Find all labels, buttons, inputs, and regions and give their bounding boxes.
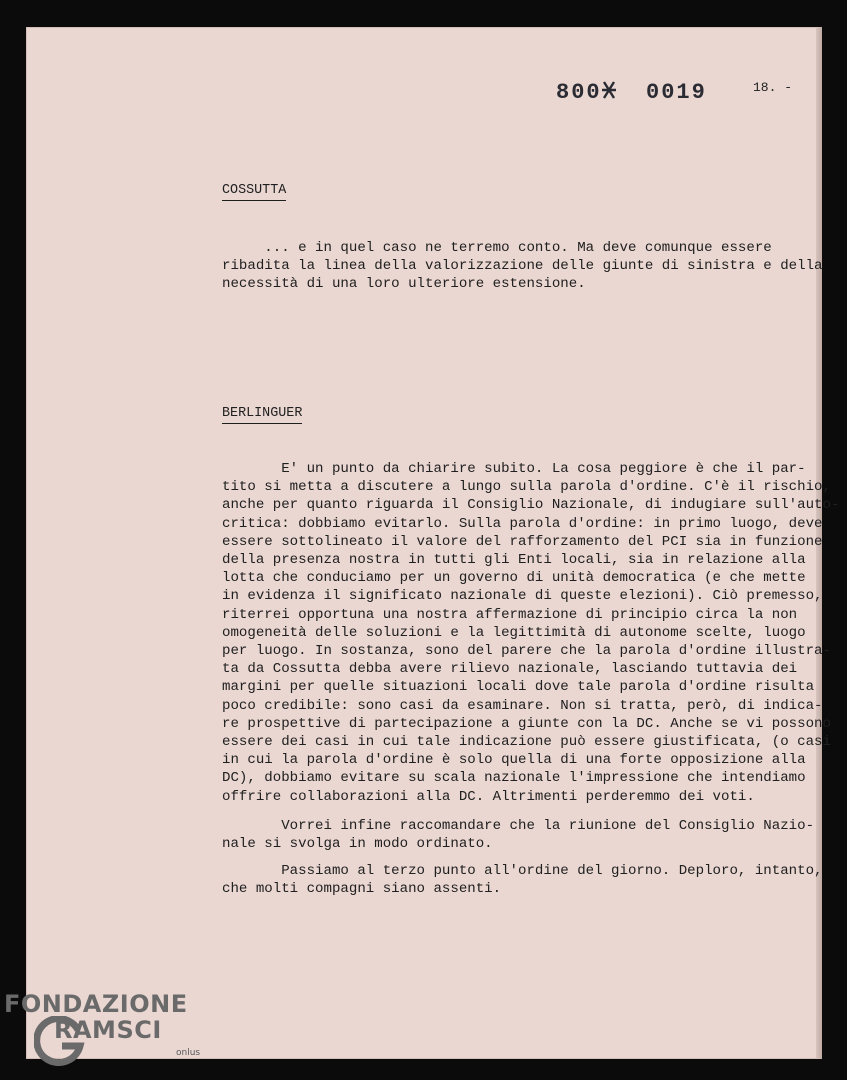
archive-code-part1: 800	[556, 80, 602, 105]
archive-code	[556, 78, 707, 105]
paragraph: ... e in quel caso ne terremo conto. Ma deve comunque essere ribadita la linea della valorizzazione delle giunte di sinistra e della necessità di una loro ulteriore estensione.	[222, 240, 823, 293]
archive-code-part2: 0019	[646, 80, 707, 105]
speaker-heading-berlinguer: BERLINGUER	[222, 406, 302, 421]
handwritten-strike-mark	[602, 80, 616, 100]
paragraph: Vorrei infine raccomandare che la riunione del Consiglio Nazio- nale si svolga in modo ordinato.	[222, 818, 815, 853]
page-number: 18. -	[753, 80, 793, 95]
paragraph: E' un punto da chiarire subito. La cosa peggiore è che il par- tito si metta a discutere a lungo sulla parola d'ordine. C'è il rischio, anche per quanto riguarda il Consiglio Nazionale, di indugiare sull'auto- critica: dobbiamo evitarlo. Sulla parola d'ordine: in primo luogo, deve essere sottolineato il valore del rafforzamento del PCI sia in funzione della presenza nostra in tutti gli Enti locali, sia in relazione alla lotta che conduciamo per un governo di unità democratica (e che mette in evidenza il significato nazionale di queste elezioni). Ciò premesso, riterrei opportuna una nostra affermazione di principio circa la non omogeneità delle soluzioni e la legittimità di autonome scelte, luogo per luogo. In sostanza, sono del parere che la parola d'ordine illustra- ta da Cossutta debba avere rilievo nazionale, lasciando tuttavia dei margini per quelle situazioni locali dove tale parola d'ordine risulta poco credibile: sono casi da esaminare. Non si tratta, però, di indica- re prospettive di partecipazione a giunte con la DC. Anche se vi possono essere dei casi in cui tale indicazione può essere giustificata, (o casi in cui la parola d'ordine è solo quella di una forte opposizione alla DC), dobbiamo evitare su scala nazionale l'impressione che intendiamo offrire collaborazioni alla DC. Altrimenti perderemmo dei voti.	[222, 461, 840, 805]
watermark-suffix: onlus	[176, 1048, 201, 1058]
watermark-line2: RAMSCI	[54, 1016, 162, 1044]
watermark-line1: FONDAZIONE	[4, 990, 188, 1018]
paragraph: Passiamo al terzo punto all'ordine del giorno. Deploro, intanto, che molti compagni siano assenti.	[222, 863, 823, 898]
speaker-heading-cossutta: COSSUTTA	[222, 183, 286, 198]
fondazione-gramsci-watermark	[4, 990, 214, 1070]
